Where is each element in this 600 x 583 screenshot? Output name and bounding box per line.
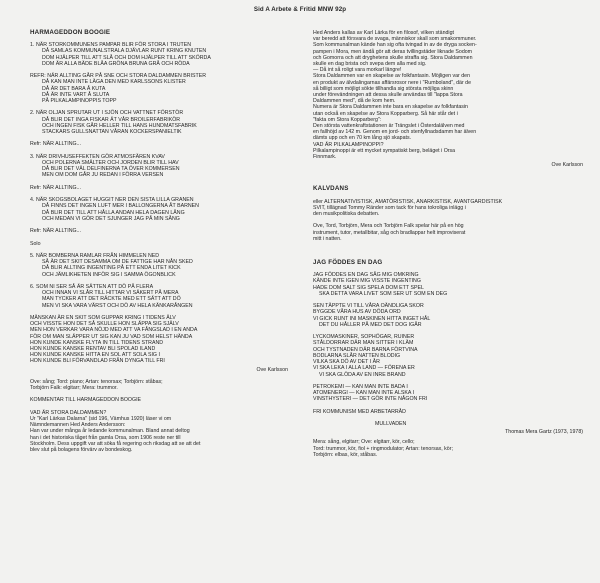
- verse-3: [30, 154, 288, 179]
- lyric-line: OCH INNAN VI SLÅR TILL HITTAR VI SÄKERT PÅ MERA: [42, 290, 179, 297]
- lyric-line: HON KUNDE KANSKE FLYTA IN TILL TIDENS STRAND: [30, 339, 164, 346]
- lyric-line: ATOMENERGI — KAN MAN INTE ALSKA I: [313, 390, 415, 397]
- lyric-line: DÅ BLIR DET TILL ATT HÅLLA ANDAN HELA DAGEN LÅNG: [42, 209, 185, 216]
- lyric-line: DÅ BLIR ALLTING INGENTING PÅ ETT ENDA LITET KICK: [42, 265, 181, 272]
- lyric-line: SOM NI SER SÅ ÄR SÄTTEN ATT DÖ PÅ FLERA: [36, 283, 154, 290]
- kalvdans-line: instrument, tutor, metallbitar, såg och bradlappar helt improviserat: [313, 229, 466, 236]
- lyric-line: OCH INGEN FISK GÅR HELLER TILL HANS HUNDMATSFABRIK: [42, 122, 197, 129]
- lyric-line: FRI KOMMUNISM MED ARBETARRÅD: [313, 408, 406, 415]
- lyric-line: FÖR OM MAN SLÄPPER UT SIG KAN JU VAD SOM HELST HÄNDA: [30, 333, 193, 340]
- verse-number: 4.: [30, 197, 35, 204]
- lyric-line: BODLARNA SLÅR NATTEN BLODIG: [313, 352, 401, 359]
- lyric-line: OCH POLERNA SMÄLTER OCH JORDEN BLIR TILL HAV: [42, 160, 179, 166]
- refrain-ref: Refr: NÄR ALLTING...: [30, 228, 81, 235]
- credits-line: Mera: sång, elgitarr; Ove: elgitarr, kör, cello;: [313, 439, 415, 446]
- verse-lines: [36, 42, 211, 67]
- refrain: [30, 73, 288, 104]
- lyric-line: DÅ BLIR DET VÄL DELFINERNA TA ÖVER KOMMERSEN: [42, 166, 180, 173]
- lyric-line: NÄR SKOGSBOLAGET HUGGIT NER DEN SISTA LILLA GRANEN: [36, 197, 194, 204]
- verse-lines: [36, 253, 193, 278]
- lyric-line: SÅ ÄR DET SKIT DESAMMA OM DE FATTIGE HAR NÅN SKED: [42, 259, 193, 266]
- verse-number: 3.: [30, 153, 35, 160]
- kalvdans-text: [313, 199, 583, 242]
- commentary-line: utan också en skapelse av Stora Kopparberg. Så här står det i: [313, 110, 458, 117]
- commentary-line: Numera är Stora Daldammen inte bara en skapelse av folkfantasin: [313, 104, 468, 111]
- verse-number: 1.: [30, 42, 35, 49]
- commentary-line: och Gomorra och att dryghetens skulle straffa sig. Stora Daldammen: [313, 54, 473, 61]
- refrain-ref: Refr: NÄR ALLTING...: [30, 184, 81, 191]
- lyric-line: NÄR BOMBERNA RAMLAR FRÅN HIMMELEN NED: [36, 252, 160, 259]
- verse-2: [313, 303, 583, 328]
- commentary-line: under förevändningen att dessa skulle användas till "lappa Stora: [313, 92, 463, 99]
- kalvdans-line: mitt i natten.: [313, 235, 342, 242]
- section-title: KALVDANS: [313, 185, 349, 193]
- verse-number: 5.: [30, 252, 35, 259]
- verse-4: [313, 384, 583, 403]
- lyric-line: NÄR DRIVHUSEFFEKTEN GÖR ATMOSFÄREN KVAV: [36, 153, 165, 160]
- lyric-line: HADE DOM SALT SIG SPELA DOM ETT SPEL: [313, 284, 424, 291]
- verse-lines: [36, 110, 197, 135]
- lyric-line: DÅ FINNS DET INGEN LUFT MER I BALLONGERNA ÅT BARNEN: [42, 203, 199, 210]
- lyric-line: STÅLDORRAR DÄR MAN SITTER I KLÄM: [313, 340, 414, 347]
- lyric-line: VILKA SKA DÖ AV DET I ÅR: [313, 359, 380, 366]
- verse-1: [313, 272, 583, 297]
- lyric-line: MEN VI SKA VARA VÄRST OCH DÖ AV HELA KÄNKARÅNGEN: [42, 302, 193, 309]
- song-title: HARMAGEDDON BOOGIE: [30, 29, 111, 36]
- lyric-line: DET DU HÅLLER PÅ MED DET DOG IGÅR: [319, 321, 422, 328]
- verse-lines: [36, 154, 180, 179]
- comment-line: Ur "Karl Lärkas Dalarna" (sid 196, Vämhus 1920) läser vi om: [30, 415, 172, 422]
- credits: [313, 439, 583, 458]
- lyric-line: MEN OM DOM GÅR JU REDAN I FÖRRA VERSEN: [42, 172, 164, 179]
- verse-2: [30, 110, 288, 135]
- commentary-text: [313, 30, 583, 160]
- commentary-line: Finnmark.: [313, 154, 337, 161]
- lyric-line: STACKARS GULLSNATTAN VÅRAN KOCKERSPANIELTIK: [42, 129, 182, 136]
- lyric-line: VINSTHYSTERI — DET GÖR INTE NÅGON FRI: [313, 396, 428, 403]
- lyric-line: NÄR STORKOMMUNENS PAMPAR BLIR FÖR STORA I TRUTEN: [36, 42, 191, 49]
- comment-line: Nämndemannen Hed Anders Andersson:: [30, 422, 126, 429]
- lyric-line: HON KUNDE BLI FÖRVANDLAD FRÅN DYNGA TILL FRI: [30, 358, 165, 365]
- commentary-line: en produkt av älvdalingarnas affärsrosor nere i "Rumboland", där de: [313, 79, 472, 86]
- credits-line: Tord: trummor, kör, fiol + ringmodulator; Artan: tenorsax, kör;: [313, 445, 453, 452]
- author-signature: Thomas Mera Gartz (1973, 1978): [505, 429, 583, 436]
- commentary-line: pampen i Mora, men ändå gör att deras tvillingstäder liknade Sodom: [313, 48, 473, 55]
- lyric-line: DOM ÄR ALLA BÄDE BLÅA GRÖNA BRUNA GRÅ OCH RÖDA: [42, 60, 190, 67]
- lyric-line: MEN HON VERKAR VARA NÖJD MED ATT VA FÅNGSLAD I EN ANDA: [30, 327, 198, 334]
- lyric-line: DÅ ÄR INTE VART Å SLUTA: [42, 91, 110, 98]
- lyric-line: PÅ PILKALAMPINOPPIS TOPP: [42, 98, 117, 105]
- kalvdans-line: Ove, Tord, Torbjörn, Mera och Torbjörn Falk spelar här på en hög: [313, 223, 464, 230]
- verse-lines: [36, 197, 199, 222]
- commentary-line: så billigt som möjligt sökte tillhandla sig största möjliga skinn: [313, 85, 454, 92]
- commentary-line: Som kommunalman kände han sig ofta tvingad in av de dryga socken-: [313, 42, 477, 49]
- verse-1: [30, 42, 288, 67]
- credits-line: Ove: sång; Tord: piano; Artan: tenorsax; Torbjörn: ståbas;: [30, 378, 163, 385]
- credits-line: Torbjörn Falk: elgitarr; Mera: trummor.: [30, 385, 118, 391]
- lyric-line: DÅ SAMLAS KOMMUNALSTRALA DJÄVLAR RUNT KRING KNUTEN: [42, 48, 207, 55]
- lyric-line: DÅ BLIR DET INGA FISKAR ÄT VÅR BROILERFABRIKÖR: [42, 116, 181, 123]
- commentary-line: skulle en dag brista och svepa dem alla med sig.: [313, 61, 427, 68]
- side-header: Sid A Arbete & Fritid MNW 92p: [253, 6, 347, 13]
- lyric-line: OCH VISSTE HON DET SÅ SKULLE HON SLÄPPA SIG SJÄLV: [30, 321, 179, 328]
- commentary-line: Stora Daldammen var en skapelse av folkfantasin. Möjligen var den: [313, 73, 470, 80]
- kalvdans-line: den musikpolitiska debatten.: [313, 211, 380, 218]
- lyric-line: JAG FÖDDES EN DAG SÅG MIG OMKRING: [313, 272, 419, 279]
- lyric-line: MAN TYCKER ATT DET RÄCKTE MED ETT SÄTT ATT DÖ: [42, 296, 181, 303]
- verse-5: [30, 253, 288, 278]
- solo-label: Solo: [30, 240, 41, 247]
- verse-4: [30, 197, 288, 222]
- right-column: [313, 30, 583, 458]
- lyric-line: OCH TYSTNADEN DÄR BARNA FÖRTVINA: [313, 346, 418, 353]
- verse-number: 6.: [30, 283, 35, 290]
- refrain-ref: Refr: NÄR ALLTING...: [30, 141, 81, 148]
- lyric-line: HON KUNDE KANSKE RENTAV BLI SPOLAD ILAND: [30, 345, 156, 352]
- lyric-line: DÅ ÄR DET BARA Å KUTA: [42, 85, 106, 92]
- kalvdans-line: SVIT, tillägnad Tommy Ränder som tack för hans tokroliga inlägg i: [313, 204, 466, 211]
- commentary-line: Hed Anders kallas av Karl Lärka för en filosof, vilken ständigt: [313, 30, 454, 36]
- lyric-line: VI SKA GLÖDA AV EN INRE BRAND: [319, 371, 406, 378]
- comment-line: Stockholm. Dess uppgift var att söka få regering och riksdag att se att det: [30, 440, 201, 447]
- verse-6: [30, 284, 288, 309]
- commentary-line: — Då int så roligt vara morkarl längre!: [313, 67, 402, 74]
- lyric-line: KÄNDE INTE IGEN MIG VISSTE INGENTING: [313, 278, 421, 285]
- credits-line: Torbjörn: elbas, kör, ståbas.: [313, 451, 378, 458]
- lyric-line: REFR: NÄR ALLTING GÅR PÅ SNE OCH STORA DALDAMMEN BRISTER: [30, 73, 207, 80]
- lyric-line: DÅ KAN MAN INTE LÄGA DEN MED KARLSSONS KLISTER: [42, 79, 186, 86]
- commentary-line: var beredd att försvara de svaga, människor skall som smakommuner.: [313, 36, 477, 43]
- author-signature: Ove Karlsson: [256, 366, 288, 373]
- comment-line: han i det historiska tåget från gamla Orsa, som 1906 reste ner till: [30, 434, 181, 441]
- commentary-line: VAD ÄR PILKALAMPINOPPI?: [313, 141, 384, 148]
- commentary-line: Daldammen med", då de kom hem.: [313, 98, 396, 105]
- lyric-line: DOM HJÄLPER TILL ATT SLÅ OCH DOM HJÄLPER TILL ATT SKÖRDA: [42, 54, 211, 61]
- verse-lines: [36, 284, 193, 309]
- lyric-line: BYGGDE VÅRA HUS AV DÖDA ORD: [313, 309, 401, 316]
- lyric-line: PETROKEMI — KAN MAN INTE BADA I: [313, 383, 408, 390]
- comment-title: KOMMENTAR TILL HARMAGEDDON BOOGIE: [30, 397, 142, 404]
- lyric-line: SKA DETTA VARA LIVET SOM SER UT SOM EN DEG: [319, 290, 448, 297]
- lyric-line: LYCKOMASKINER, SOPHÖGAR, RUINER: [313, 334, 415, 341]
- kalvdans-line: eller ALTERNATIVISTISK, AMATÖRISTISK, ANARKISTISK, AVANTGARDISTISK: [313, 198, 503, 205]
- final-verse: [30, 315, 288, 365]
- verse-3: [313, 334, 583, 377]
- credits: [30, 379, 288, 391]
- lyric-line: HON KUNDE KANSKE HITTA EN SOL ATT SOLA SIG I: [30, 352, 160, 359]
- lyric-line: OCH JÄMLIKHETEN INFÖR SIG I SAMMA ÖGONBLICK: [42, 271, 176, 278]
- commentary-line: en fallhöjd av 142 m. Genom en jord- och stenfyllnadsdamm har älven: [313, 129, 477, 136]
- lyric-line: NÄR OLJAN SPRUTAR UT I SJÖN OCH VATTNET FÖRSTÖR: [36, 110, 184, 117]
- comment-line: blev slut på bolagens förvärv av bondeskog.: [30, 447, 133, 453]
- lyric-line: OCH MEDAN VI GÖR DET SJUNGER JAG PÅ MIN SÅNG: [42, 215, 180, 222]
- comment-text: [30, 410, 288, 453]
- lyric-line: VI GICK RUNT INI MASKINEN HITTA INGET HÅL: [313, 315, 431, 322]
- commentary-line: Den största vattenkraftstationen är Trängslet i Österdalälven med: [313, 123, 465, 130]
- verse-number: 2.: [30, 110, 35, 117]
- lyric-line: MÄNSKAN ÄR EN SKIT SOM GUPPAR KRING I TIDENS ÄLV: [30, 314, 176, 321]
- lyric-line: MULLVADEN: [375, 421, 407, 428]
- comment-line: VAD ÄR STORA DALDAMMEN?: [30, 409, 107, 416]
- author-signature: Ove Karlsson: [551, 162, 583, 169]
- lyric-line: SEN TÄPPTE VI TILL VÅRA OÄNDLIGA SKOR: [313, 303, 424, 310]
- lyric-line: VI SKA LEKA I ALLA LAND — FÖRENA ER: [313, 365, 415, 372]
- commentary-line: dämts upp och en 70 km lång sjö skapats.: [313, 135, 412, 142]
- commentary-line: "fakta om Stora Kopparberg":: [313, 116, 382, 123]
- comment-line: Han var under många år ledande kommunalman. Bland annat deltog: [30, 428, 190, 435]
- commentary-line: Pilkalampinoppi är ett mycket sympatiskt berg, beläget i Orsa: [313, 147, 456, 154]
- left-column: [30, 30, 288, 453]
- section-title: JAG FÖDDES EN DAG: [313, 259, 383, 267]
